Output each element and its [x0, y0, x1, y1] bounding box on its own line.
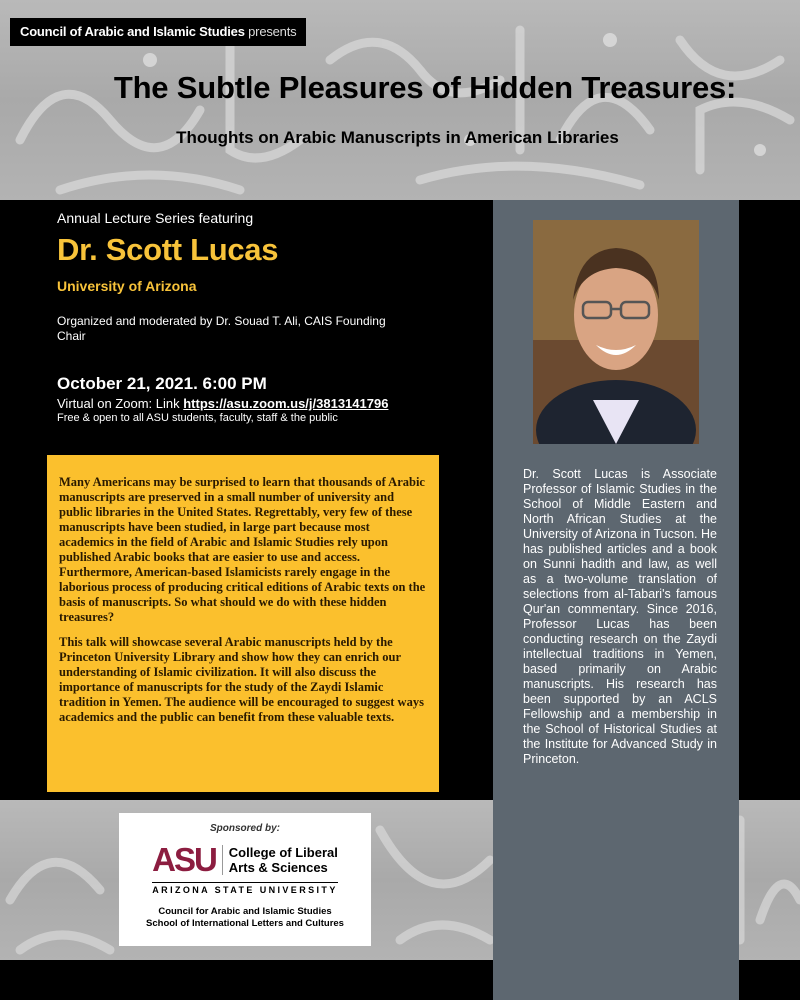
speaker-bio: Dr. Scott Lucas is Associate Professor of Islamic Studies in the School of Middle Eastern and North African Studies at the University of Arizona in Tucson. He has published articles and a book on Sunni hadith and law, as well as a two-volume translation of selections from al-Tabari's famous Qur'an commentary. Since 2016, Professor Lucas has been conducting research on the Zaydi intellectual traditions in Yemen, based primarily on Arabic manuscripts. His research has been supported by an ACLS Fellowship and a membership in the School of Historical Studies at the Institute for Advanced Study in Princeton. [523, 467, 717, 766]
speaker-photo [533, 220, 699, 444]
event-title: The Subtle Pleasures of Hidden Treasures: [113, 70, 737, 105]
event-subtitle: Thoughts on Arabic Manuscripts in American Libraries [176, 128, 619, 147]
speaker-portrait-illustration [533, 220, 699, 444]
abstract-paragraph-1: Many Americans may be surprised to learn that thousands of Arabic manuscripts are preserved in a small number of university and public libraries in the United States. Regrettably, very few of these manuscripts have been studied, in large part because most academics in the field of Arabic and Islamic Studies rely upon published Arabic books that are easier to use and access. Furthermore, American-based Islamicists rarely engage in the laborious process of producing critical editions of Arabic texts on the basis of manuscripts. So what should we do with these hidden treasures? [59, 475, 426, 624]
asu-logo-row [119, 842, 371, 878]
abstract-box [47, 455, 439, 792]
sponsored-by-label: Sponsored by: [209, 823, 280, 834]
sponsor-school: School of International Letters and Cultures [146, 918, 344, 929]
zoom-link[interactable]: https://asu.zoom.us/j/3813141796 [183, 396, 389, 411]
presenter-org: Council of Arabic and Islamic Studies [20, 24, 245, 39]
zoom-line [57, 396, 457, 411]
college-line-1: College of Liberal [228, 845, 338, 860]
event-date: October 21, 2021. 6:00 PM [57, 374, 267, 393]
speaker-name: Dr. Scott Lucas [57, 232, 279, 267]
organizer-line: Organized and moderated by Dr. Souad T. Ali, CAIS Founding Chair [57, 314, 386, 343]
abstract-paragraph-2: This talk will showcase several Arabic manuscripts held by the Princeton University Library and show how they can enrich our understanding of Islamic civilization. It will also discuss the importance of manuscripts for the study of the Zaydi Islamic tradition in Yemen. The audience will be encouraged to suggest ways academics and the public can benefit from these valuable texts. [59, 635, 424, 724]
college-line-2: Arts & Sciences [228, 860, 328, 875]
zoom-prefix: Virtual on Zoom: Link [57, 396, 180, 411]
college-name [222, 845, 338, 875]
sponsor-council: Council for Arabic and Islamic Studies [158, 906, 332, 917]
speaker-panel [493, 200, 739, 1000]
event-details [57, 210, 457, 424]
presenter-tag [10, 18, 306, 46]
audience-line: Free & open to all ASU students, faculty, staff & the public [57, 412, 338, 424]
university-name: ARIZONA STATE UNIVERSITY [152, 882, 337, 895]
series-line: Annual Lecture Series featuring [57, 210, 254, 226]
presenter-suffix: presents [248, 24, 297, 39]
asu-logo: ASU [152, 841, 216, 878]
sponsor-units [119, 906, 371, 930]
sponsor-box [119, 813, 371, 946]
speaker-affiliation: University of Arizona [57, 278, 197, 294]
